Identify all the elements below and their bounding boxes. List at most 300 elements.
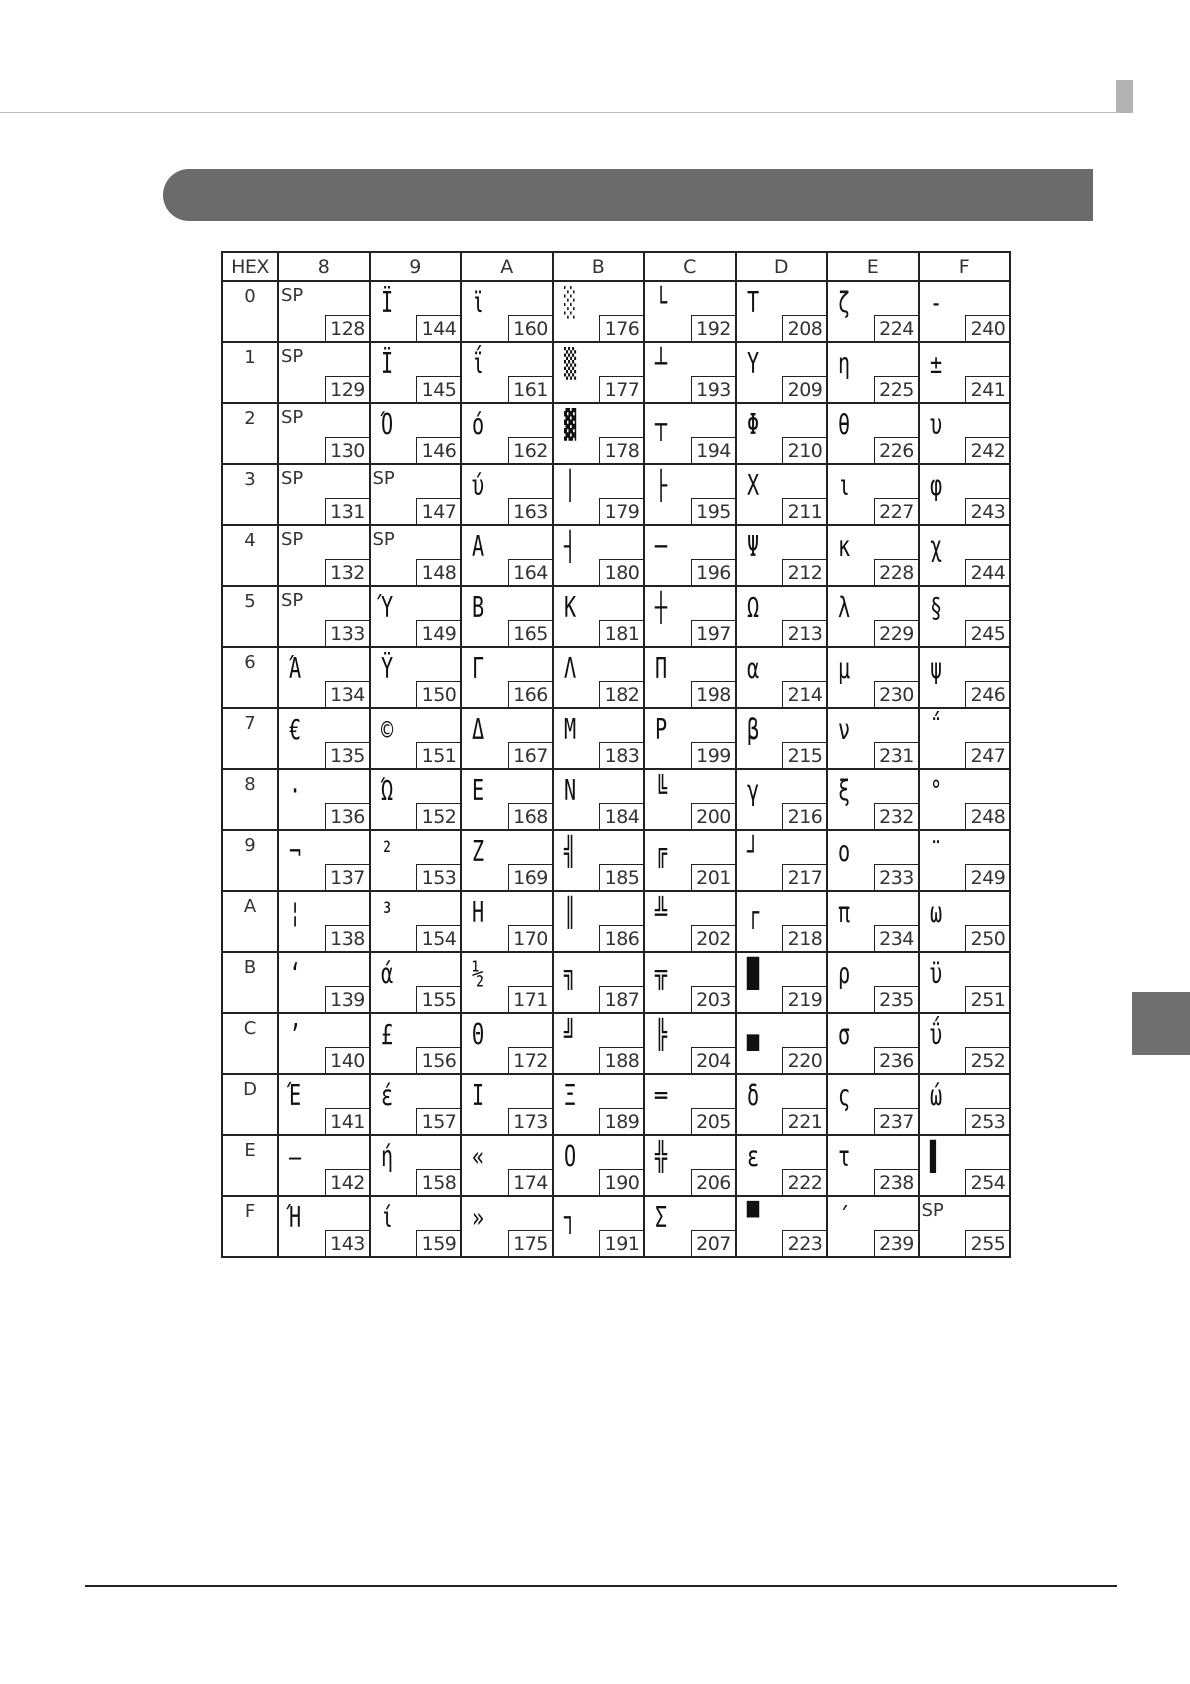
char-cell (919, 281, 1011, 342)
char-cell (644, 586, 736, 647)
char-cell (736, 647, 828, 708)
char-glyph: ░ (563, 286, 576, 319)
char-glyph: ο (838, 835, 851, 868)
char-cell (370, 403, 462, 464)
char-code-number: 198 (691, 681, 736, 708)
char-glyph: σ (838, 1018, 851, 1051)
char-code-number: 235 (874, 986, 919, 1013)
char-cell (919, 952, 1011, 1013)
char-glyph: € (289, 713, 302, 746)
char-cell (644, 891, 736, 952)
char-code-number: 243 (965, 498, 1010, 525)
char-glyph: Δ (472, 713, 485, 746)
char-code-number: 248 (965, 803, 1010, 830)
char-code-number: 142 (325, 1169, 370, 1196)
table-row (222, 1135, 1010, 1196)
table-row (222, 952, 1010, 1013)
char-glyph: SP (372, 468, 395, 489)
char-glyph: ά (380, 957, 393, 990)
char-code-number: 168 (508, 803, 553, 830)
char-glyph: Χ (746, 469, 759, 502)
header-page-tab (1116, 80, 1133, 113)
char-glyph: ┌ (746, 896, 759, 929)
char-code-number: 202 (691, 925, 736, 952)
char-glyph: » (472, 1201, 485, 1234)
char-code-number: 214 (782, 681, 827, 708)
char-code-number: 136 (325, 803, 370, 830)
char-cell (553, 342, 645, 403)
char-glyph: έ (380, 1079, 393, 1112)
char-glyph: ─ (655, 530, 668, 563)
char-glyph: Ε (472, 774, 485, 807)
char-glyph: Α (472, 530, 485, 563)
char-cell (827, 952, 919, 1013)
char-glyph: SP (281, 407, 304, 428)
char-code-number: 143 (325, 1230, 370, 1257)
char-code-number: 213 (782, 620, 827, 647)
char-glyph: ▄ (746, 1018, 759, 1051)
char-code-number: 205 (691, 1108, 736, 1135)
char-glyph: Φ (746, 408, 759, 441)
char-cell (370, 586, 462, 647)
hex-corner-label: HEX (222, 252, 278, 281)
char-glyph: Ϋ (380, 652, 393, 685)
char-glyph: ¨ (929, 835, 942, 868)
char-code-number: 176 (599, 315, 644, 342)
char-code-number: 150 (416, 681, 461, 708)
char-cell (370, 342, 462, 403)
table-row (222, 708, 1010, 769)
char-cell (553, 891, 645, 952)
row-header: 8 (222, 769, 278, 830)
table-header (222, 252, 1010, 281)
char-glyph: SP (372, 529, 395, 550)
char-glyph: ψ (929, 652, 942, 685)
char-code-number: 161 (508, 376, 553, 403)
char-glyph: ½ (472, 957, 485, 990)
char-glyph: ═ (655, 1079, 668, 1112)
char-glyph: Β (472, 591, 485, 624)
char-cell (278, 647, 370, 708)
char-code-number: 206 (691, 1169, 736, 1196)
char-cell (461, 830, 553, 891)
char-cell (370, 1135, 462, 1196)
char-cell (919, 830, 1011, 891)
char-code-number: 237 (874, 1108, 919, 1135)
char-cell (919, 708, 1011, 769)
char-code-number: 166 (508, 681, 553, 708)
char-cell (553, 403, 645, 464)
char-code-number: 187 (599, 986, 644, 1013)
char-code-number: 201 (691, 864, 736, 891)
char-code-number: 185 (599, 864, 644, 891)
char-glyph: ▒ (563, 347, 576, 380)
char-code-number: 219 (782, 986, 827, 1013)
char-cell (278, 891, 370, 952)
char-cell (461, 1196, 553, 1257)
char-glyph: ° (929, 774, 942, 807)
char-glyph: ± (929, 347, 942, 380)
table-row (222, 647, 1010, 708)
char-glyph: Ύ (380, 591, 393, 624)
table-body (222, 281, 1010, 1257)
char-glyph: ▓ (563, 408, 576, 441)
char-glyph: ¦ (289, 896, 302, 929)
row-header: F (222, 1196, 278, 1257)
char-glyph: Λ (563, 652, 576, 685)
char-glyph: Π (655, 652, 668, 685)
char-cell (919, 891, 1011, 952)
char-glyph: ξ (838, 774, 851, 807)
char-glyph: ΰ (929, 1018, 942, 1051)
char-code-number: 194 (691, 437, 736, 464)
char-glyph: Μ (563, 713, 576, 746)
column-header: 8 (278, 252, 370, 281)
row-header: C (222, 1013, 278, 1074)
table-row (222, 464, 1010, 525)
column-header: E (827, 252, 919, 281)
char-code-number: 171 (508, 986, 553, 1013)
table-row (222, 830, 1010, 891)
column-header: C (644, 252, 736, 281)
char-code-number: 236 (874, 1047, 919, 1074)
row-header: 1 (222, 342, 278, 403)
char-code-number: 153 (416, 864, 461, 891)
char-cell (644, 1135, 736, 1196)
char-code-number: 193 (691, 376, 736, 403)
char-glyph: ρ (838, 957, 851, 990)
char-glyph: ╩ (655, 896, 668, 929)
char-glyph: ┐ (563, 1201, 576, 1234)
char-code-number: 245 (965, 620, 1010, 647)
char-code-number: 211 (782, 498, 827, 525)
char-code-number: 180 (599, 559, 644, 586)
char-glyph: ζ (838, 286, 851, 319)
char-code-number: 174 (508, 1169, 553, 1196)
char-glyph: ╝ (563, 1018, 576, 1051)
char-cell (370, 769, 462, 830)
char-cell (919, 1196, 1011, 1257)
char-code-number: 138 (325, 925, 370, 952)
char-glyph: ╣ (563, 835, 576, 868)
char-cell (278, 525, 370, 586)
char-code-number: 151 (416, 742, 461, 769)
char-cell (278, 830, 370, 891)
char-code-number: 203 (691, 986, 736, 1013)
char-cell (370, 952, 462, 1013)
char-cell (278, 281, 370, 342)
char-glyph: ― (289, 1140, 302, 1173)
char-cell (827, 708, 919, 769)
char-cell (919, 1135, 1011, 1196)
char-cell (370, 891, 462, 952)
char-glyph: ║ (563, 896, 576, 929)
char-glyph: ϊ (472, 286, 485, 319)
char-glyph: SP (281, 346, 304, 367)
char-code-number: 241 (965, 376, 1010, 403)
char-glyph: Σ (655, 1201, 668, 1234)
char-glyph: Υ (746, 347, 759, 380)
char-glyph: ┬ (655, 408, 668, 441)
char-code-number: 244 (965, 559, 1010, 586)
char-glyph: ╗ (563, 957, 576, 990)
char-glyph: ╠ (655, 1018, 668, 1051)
char-glyph: θ (838, 408, 851, 441)
char-cell (553, 647, 645, 708)
char-glyph: £ (380, 1018, 393, 1051)
row-header: 3 (222, 464, 278, 525)
char-glyph: ┘ (746, 835, 759, 868)
char-code-number: 232 (874, 803, 919, 830)
char-glyph: Ώ (380, 774, 393, 807)
table-row (222, 403, 1010, 464)
char-code-number: 224 (874, 315, 919, 342)
char-code-number: 252 (965, 1047, 1010, 1074)
char-glyph: Κ (563, 591, 576, 624)
char-code-number: 154 (416, 925, 461, 952)
char-cell (919, 525, 1011, 586)
char-cell (644, 1196, 736, 1257)
char-cell (553, 464, 645, 525)
char-code-number: 240 (965, 315, 1010, 342)
char-cell (736, 1013, 828, 1074)
char-cell (370, 1074, 462, 1135)
char-code-number: 221 (782, 1108, 827, 1135)
char-code-number: 173 (508, 1108, 553, 1135)
table-row (222, 769, 1010, 830)
char-cell (644, 464, 736, 525)
char-glyph: ╬ (655, 1140, 668, 1173)
char-glyph: ε (746, 1140, 759, 1173)
char-cell (461, 891, 553, 952)
char-cell (736, 891, 828, 952)
char-glyph: - (929, 286, 942, 319)
char-code-number: 137 (325, 864, 370, 891)
char-glyph: λ (838, 591, 851, 624)
char-glyph: └ (655, 286, 668, 319)
char-glyph: SP (281, 529, 304, 550)
char-glyph: ΅ (929, 713, 942, 746)
char-glyph: © (380, 713, 393, 746)
char-code-number: 177 (599, 376, 644, 403)
column-header: F (919, 252, 1011, 281)
char-cell (644, 525, 736, 586)
char-code-number: 129 (325, 376, 370, 403)
char-code-number: 209 (782, 376, 827, 403)
char-glyph: ω (929, 896, 942, 929)
char-cell (278, 1074, 370, 1135)
char-code-number: 233 (874, 864, 919, 891)
char-cell (919, 403, 1011, 464)
char-code-number: 147 (416, 498, 461, 525)
char-code-number: 134 (325, 681, 370, 708)
char-code-number: 222 (782, 1169, 827, 1196)
char-glyph: ι (838, 469, 851, 502)
char-cell (644, 281, 736, 342)
char-cell (827, 830, 919, 891)
char-glyph: Ρ (655, 713, 668, 746)
char-cell (461, 647, 553, 708)
char-code-number: 204 (691, 1047, 736, 1074)
char-cell (827, 403, 919, 464)
char-glyph: Ξ (563, 1079, 576, 1112)
char-glyph: κ (838, 530, 851, 563)
header-row (222, 252, 1010, 281)
char-glyph: ή (380, 1140, 393, 1173)
char-glyph: ς (838, 1079, 851, 1112)
char-glyph: Ή (289, 1201, 302, 1234)
char-glyph: ¬ (289, 835, 302, 868)
char-cell (644, 769, 736, 830)
char-cell (644, 952, 736, 1013)
char-cell (370, 464, 462, 525)
char-code-number: 228 (874, 559, 919, 586)
char-code-number: 133 (325, 620, 370, 647)
table-row (222, 525, 1010, 586)
char-cell (278, 586, 370, 647)
char-glyph: τ (838, 1140, 851, 1173)
row-header: 5 (222, 586, 278, 647)
char-code-number: 139 (325, 986, 370, 1013)
char-cell (736, 1135, 828, 1196)
char-glyph: ┴ (655, 347, 668, 380)
char-cell (553, 1013, 645, 1074)
char-code-number: 181 (599, 620, 644, 647)
char-glyph: · (289, 774, 302, 807)
char-cell (919, 342, 1011, 403)
char-glyph: ³ (380, 896, 393, 929)
char-code-number: 229 (874, 620, 919, 647)
char-code-number: 182 (599, 681, 644, 708)
char-cell (370, 708, 462, 769)
column-header: 9 (370, 252, 462, 281)
char-code-number: 188 (599, 1047, 644, 1074)
char-code-number: 146 (416, 437, 461, 464)
char-cell (919, 464, 1011, 525)
char-code-number: 164 (508, 559, 553, 586)
char-cell (553, 1196, 645, 1257)
char-cell (827, 464, 919, 525)
char-code-number: 218 (782, 925, 827, 952)
char-glyph: SP (281, 468, 304, 489)
char-cell (553, 830, 645, 891)
char-cell (370, 281, 462, 342)
char-cell (461, 1013, 553, 1074)
char-cell (644, 403, 736, 464)
char-cell (370, 1196, 462, 1257)
char-cell (827, 647, 919, 708)
char-code-number: 152 (416, 803, 461, 830)
char-code-number: 169 (508, 864, 553, 891)
row-header: E (222, 1135, 278, 1196)
char-code-number: 186 (599, 925, 644, 952)
char-cell (461, 1135, 553, 1196)
char-code-number: 162 (508, 437, 553, 464)
char-cell (919, 1074, 1011, 1135)
char-cell (919, 586, 1011, 647)
section-heading-bar (163, 169, 1093, 221)
char-cell (919, 769, 1011, 830)
char-cell (827, 1074, 919, 1135)
char-cell (553, 586, 645, 647)
char-glyph: ├ (655, 469, 668, 502)
char-code-number: 242 (965, 437, 1010, 464)
char-code-number: 199 (691, 742, 736, 769)
char-code-number: 197 (691, 620, 736, 647)
char-code-number: 250 (965, 925, 1010, 952)
row-header: 7 (222, 708, 278, 769)
table-row (222, 281, 1010, 342)
char-code-number: 184 (599, 803, 644, 830)
char-cell (553, 708, 645, 769)
char-glyph: γ (746, 774, 759, 807)
char-code-number: 238 (874, 1169, 919, 1196)
char-glyph: ┤ (563, 530, 576, 563)
row-header: B (222, 952, 278, 1013)
char-code-number: 141 (325, 1108, 370, 1135)
char-cell (553, 281, 645, 342)
char-cell (736, 952, 828, 1013)
char-code-number: 148 (416, 559, 461, 586)
row-header: 4 (222, 525, 278, 586)
table-row (222, 586, 1010, 647)
char-glyph: ╚ (655, 774, 668, 807)
char-code-number: 246 (965, 681, 1010, 708)
char-cell (736, 281, 828, 342)
char-code-number: 247 (965, 742, 1010, 769)
char-glyph: Ϊ (380, 286, 393, 319)
char-glyph: ϋ (929, 957, 942, 990)
char-cell (278, 403, 370, 464)
char-glyph: φ (929, 469, 942, 502)
char-glyph: ╦ (655, 957, 668, 990)
char-glyph: SP (281, 285, 304, 306)
char-cell (644, 342, 736, 403)
char-code-number: 212 (782, 559, 827, 586)
char-glyph: Ό (380, 408, 393, 441)
table-row (222, 1074, 1010, 1135)
column-header: B (553, 252, 645, 281)
char-cell (461, 281, 553, 342)
char-glyph: § (929, 591, 942, 624)
chapter-side-tab (1132, 992, 1190, 1055)
char-cell (736, 708, 828, 769)
char-code-number: 145 (416, 376, 461, 403)
char-glyph: ┼ (655, 591, 668, 624)
char-code-number: 249 (965, 864, 1010, 891)
char-glyph: ‘ (289, 957, 302, 990)
char-glyph: ² (380, 835, 393, 868)
char-cell (827, 769, 919, 830)
char-code-number: 163 (508, 498, 553, 525)
char-code-number: 195 (691, 498, 736, 525)
char-code-number: 178 (599, 437, 644, 464)
char-code-number: 155 (416, 986, 461, 1013)
char-cell (644, 1074, 736, 1135)
char-cell (736, 464, 828, 525)
char-glyph: Ν (563, 774, 576, 807)
char-code-number: 172 (508, 1047, 553, 1074)
char-cell (827, 1196, 919, 1257)
row-header: A (222, 891, 278, 952)
char-glyph: η (838, 347, 851, 380)
char-cell (736, 525, 828, 586)
char-code-number: 217 (782, 864, 827, 891)
char-cell (553, 952, 645, 1013)
char-glyph: β (746, 713, 759, 746)
char-cell (736, 769, 828, 830)
row-header: 2 (222, 403, 278, 464)
